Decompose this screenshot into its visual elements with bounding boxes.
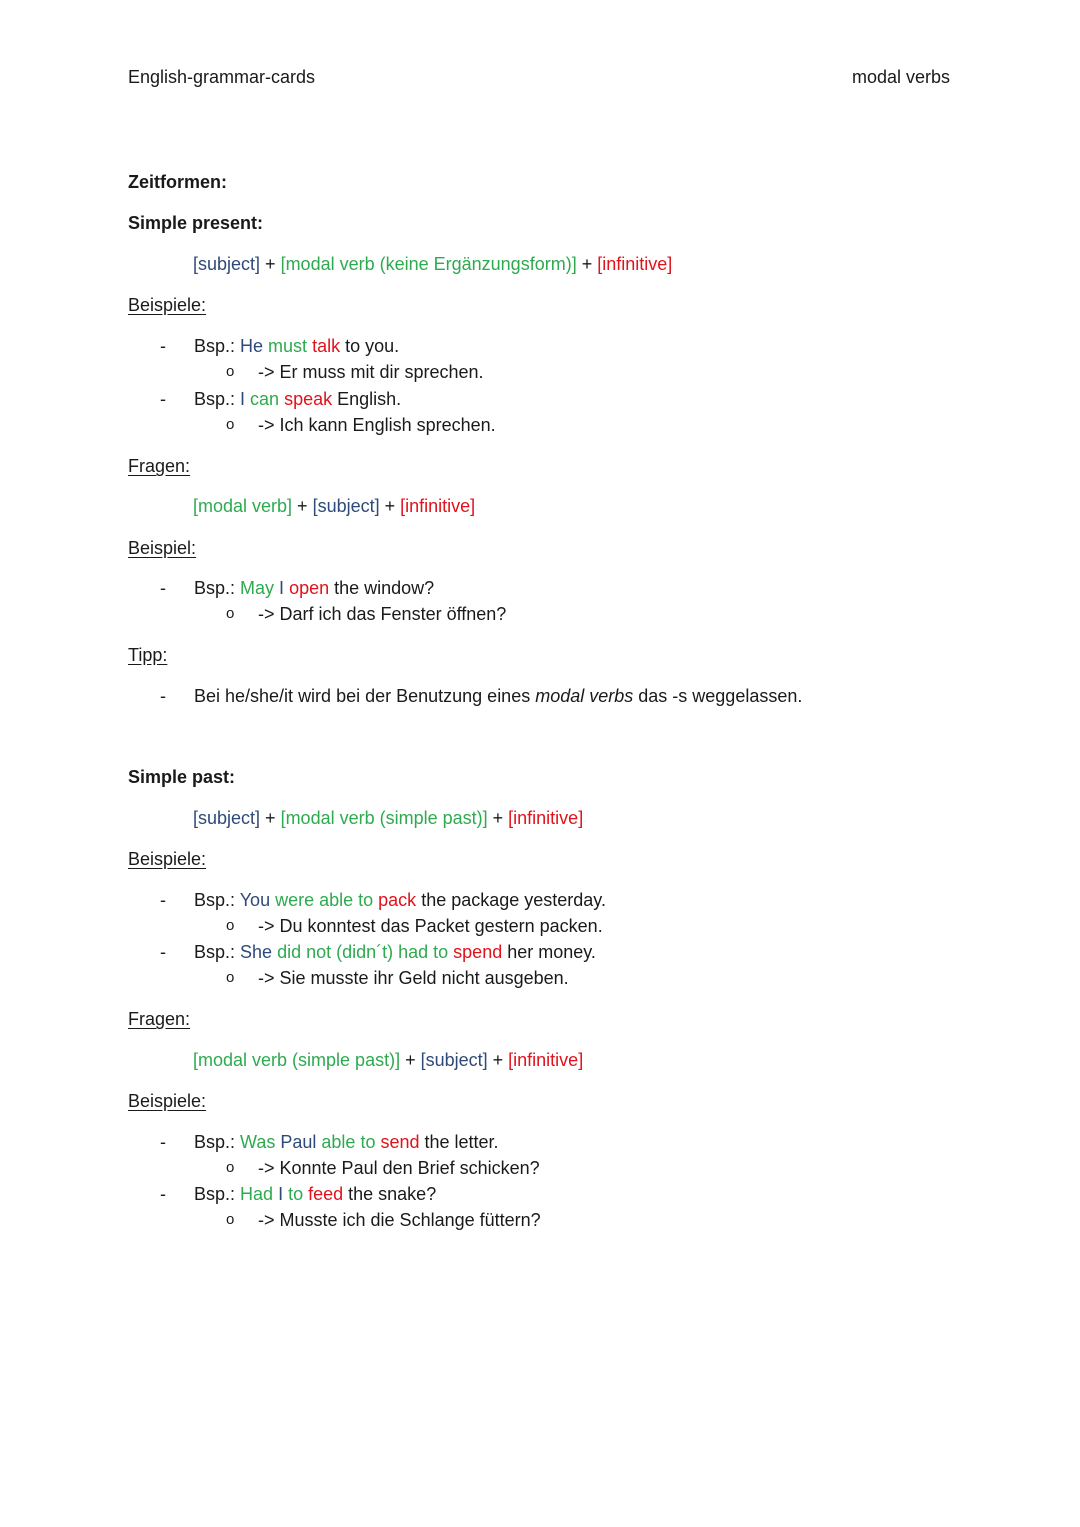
past-beispiele-label: Beispiele: bbox=[128, 849, 207, 869]
past-formula bbox=[193, 807, 583, 829]
formula-plus: + bbox=[292, 496, 313, 516]
past-question-example-1 bbox=[194, 1131, 499, 1153]
example-infinitive: talk bbox=[312, 336, 341, 356]
formula-infinitive: [infinitive] bbox=[597, 254, 673, 274]
formula-subject: [subject] bbox=[312, 496, 380, 516]
example-infinitive: send bbox=[380, 1132, 420, 1152]
example-subject: I bbox=[279, 578, 290, 598]
present-question-formula bbox=[193, 495, 475, 517]
past-example-1 bbox=[194, 889, 606, 911]
present-formula bbox=[193, 253, 672, 275]
past-question-example-2 bbox=[194, 1183, 436, 1205]
past-example-2 bbox=[194, 941, 596, 963]
example-rest: the letter. bbox=[419, 1132, 499, 1152]
bsp-label: Bsp.: bbox=[194, 890, 240, 910]
example-rest: her money. bbox=[502, 942, 596, 962]
example-rest: to you. bbox=[340, 336, 400, 356]
bsp-label: Bsp.: bbox=[194, 578, 241, 598]
circle-bullet: o bbox=[226, 605, 235, 622]
bsp-label: Bsp.: bbox=[194, 942, 241, 962]
formula-modal: [modal verb] bbox=[193, 496, 293, 516]
example-subject: I bbox=[278, 1184, 289, 1204]
formula-modal: [modal verb (simple past)] bbox=[280, 808, 488, 828]
present-beispiele-label: Beispiele: bbox=[128, 295, 207, 315]
past-question-example-2-translation: -> Musste ich die Schlange füttern? bbox=[258, 1210, 541, 1230]
bsp-label: Bsp.: bbox=[194, 1184, 241, 1204]
present-example-2-translation: -> Ich kann English sprechen. bbox=[258, 415, 496, 435]
past-example-2-translation: -> Sie musste ihr Geld nicht ausgeben. bbox=[258, 968, 569, 988]
formula-plus: + bbox=[260, 808, 281, 828]
tipp-text bbox=[194, 685, 802, 707]
circle-bullet: o bbox=[226, 969, 235, 986]
example-modal: can bbox=[250, 389, 285, 409]
example-rest: English. bbox=[332, 389, 402, 409]
formula-subject: [subject] bbox=[193, 808, 261, 828]
formula-plus: + bbox=[260, 254, 281, 274]
dash-bullet: - bbox=[160, 336, 166, 356]
example-rest: the snake? bbox=[343, 1184, 437, 1204]
formula-infinitive: [infinitive] bbox=[508, 1050, 584, 1070]
present-example-2 bbox=[194, 388, 401, 410]
example-infinitive: feed bbox=[308, 1184, 344, 1204]
example-rest: the package yesterday. bbox=[416, 890, 606, 910]
circle-bullet: o bbox=[226, 1159, 235, 1176]
header-right-topic: modal verbs bbox=[852, 67, 951, 87]
tipp-text-part: das -s weggelassen. bbox=[633, 686, 803, 706]
formula-plus: + bbox=[576, 254, 598, 274]
example-infinitive: spend bbox=[453, 942, 503, 962]
example-modal: Had bbox=[240, 1184, 279, 1204]
simple-past-heading: Simple past: bbox=[128, 767, 236, 787]
dash-bullet: - bbox=[160, 942, 166, 962]
circle-bullet: o bbox=[226, 917, 235, 934]
formula-plus: + bbox=[487, 808, 509, 828]
past-example-1-translation: -> Du konntest das Packet gestern packen. bbox=[258, 916, 603, 936]
example-subject: You bbox=[239, 890, 276, 910]
circle-bullet: o bbox=[226, 416, 235, 433]
example-subject: He bbox=[240, 336, 269, 356]
example-modal: must bbox=[268, 336, 313, 356]
present-example-1-translation: -> Er muss mit dir sprechen. bbox=[258, 362, 484, 382]
tipp-label: Tipp: bbox=[128, 645, 168, 665]
dash-bullet: - bbox=[160, 389, 166, 409]
dash-bullet: - bbox=[160, 890, 166, 910]
dash-bullet: - bbox=[160, 686, 166, 706]
example-modal: to bbox=[288, 1184, 309, 1204]
example-modal: were able to bbox=[275, 890, 379, 910]
example-infinitive: speak bbox=[284, 389, 333, 409]
dash-bullet: - bbox=[160, 1184, 166, 1204]
example-infinitive: pack bbox=[378, 890, 417, 910]
example-modal: Was bbox=[240, 1132, 281, 1152]
example-subject: Paul bbox=[280, 1132, 322, 1152]
formula-subject: [subject] bbox=[193, 254, 261, 274]
past-question-example-1-translation: -> Konnte Paul den Brief schicken? bbox=[258, 1158, 540, 1178]
example-subject: She bbox=[240, 942, 278, 962]
formula-modal: [modal verb (simple past)] bbox=[193, 1050, 401, 1070]
formula-infinitive: [infinitive] bbox=[508, 808, 584, 828]
dash-bullet: - bbox=[160, 1132, 166, 1152]
example-infinitive: open bbox=[289, 578, 330, 598]
formula-infinitive: [infinitive] bbox=[400, 496, 476, 516]
tipp-italic: modal verbs bbox=[535, 686, 634, 706]
example-subject: I bbox=[240, 389, 251, 409]
circle-bullet: o bbox=[226, 1211, 235, 1228]
present-beispiel-label: Beispiel: bbox=[128, 538, 197, 558]
simple-present-heading: Simple present: bbox=[128, 213, 264, 233]
circle-bullet: o bbox=[226, 363, 235, 380]
example-modal: did not (didn´t) had to bbox=[277, 942, 454, 962]
example-modal: able to bbox=[321, 1132, 381, 1152]
past-question-formula bbox=[193, 1049, 583, 1071]
formula-modal: [modal verb (keine Ergänzungsform)] bbox=[280, 254, 577, 274]
formula-plus: + bbox=[487, 1050, 509, 1070]
formula-plus: + bbox=[400, 1050, 421, 1070]
bsp-label: Bsp.: bbox=[194, 336, 241, 356]
tipp-text-part: Bei he/she/it wird bei der Benutzung eines bbox=[194, 686, 536, 706]
formula-subject: [subject] bbox=[420, 1050, 488, 1070]
bsp-label: Bsp.: bbox=[194, 1132, 241, 1152]
example-modal: May bbox=[240, 578, 280, 598]
bsp-label: Bsp.: bbox=[194, 389, 241, 409]
example-rest: the window? bbox=[329, 578, 435, 598]
formula-plus: + bbox=[379, 496, 401, 516]
present-question-example bbox=[194, 577, 434, 599]
dash-bullet: - bbox=[160, 578, 166, 598]
past-fragen-label: Fragen: bbox=[128, 1009, 191, 1029]
present-question-translation: -> Darf ich das Fenster öffnen? bbox=[258, 604, 507, 624]
past-beispiele2-label: Beispiele: bbox=[128, 1091, 207, 1111]
present-fragen-label: Fragen: bbox=[128, 456, 191, 476]
header-left-title: English-grammar-cards bbox=[128, 67, 316, 87]
zeitformen-heading: Zeitformen: bbox=[128, 172, 227, 192]
present-example-1 bbox=[194, 335, 399, 357]
